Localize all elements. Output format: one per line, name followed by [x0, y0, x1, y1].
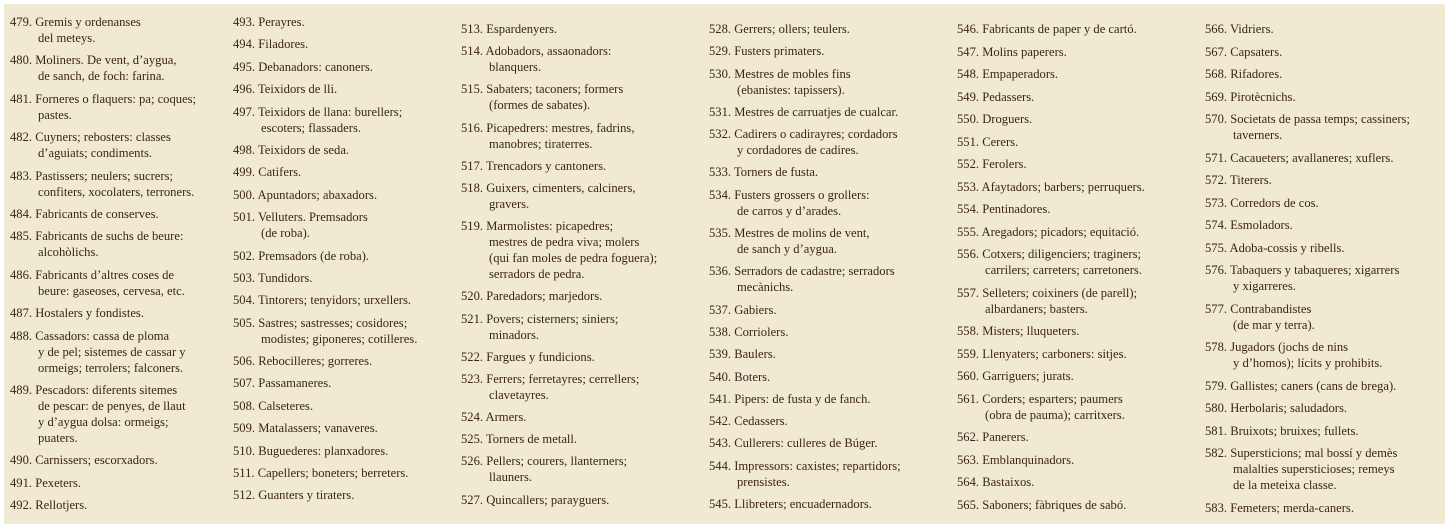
list-item: 557. Selleters; coixiners (de parell); albardaners; basters. — [957, 285, 1138, 316]
list-item: 579. Gallistes; caners (cans de brega). — [1205, 378, 1397, 393]
list-item: 528. Gerrers; ollers; teulers. — [709, 22, 850, 36]
list-item: 530. Mestres de mobles fins (ebanistes: tapissers). — [709, 66, 851, 97]
list-item: 541. Pipers: de fusta y de fanch. — [709, 391, 871, 406]
list-item: 534. Fusters grossers o grollers: de carros y d’arades. — [709, 187, 870, 218]
list-item: 544. Impressors: caxistes; repartidors; prensistes. — [709, 458, 901, 489]
list-item: 543. Cullerers: culleres de Búger. — [709, 436, 878, 451]
list-item: 538. Corriolers. — [709, 324, 789, 339]
column-2 — [233, 4, 458, 524]
list-item: 485. Fabricants de suchs de beure: alcohòlichs. — [10, 229, 184, 260]
list-item: 564. Bastaixos. — [957, 475, 1035, 489]
list-item: 516. Picapedrers: mestres, fadrins, manobres; tiraterres. — [461, 120, 635, 151]
column-1 — [10, 4, 232, 524]
column-4 — [709, 4, 954, 524]
list-item: 499. Catifers. — [233, 165, 302, 180]
list-item: 506. Rebocilleres; gorreres. — [233, 354, 373, 369]
list-item: 561. Corders; esparters; paumers (obra de pauma); carritxers. — [957, 391, 1125, 422]
list-item: 517. Trencadors y cantoners. — [461, 158, 607, 173]
list-item: 556. Cotxers; diligenciers; traginers; carrilers; carreters; carretoners. — [957, 247, 1142, 277]
list-item: 490. Carnissers; escorxadors. — [10, 453, 158, 468]
list-item: 497. Teixidors de llana: burellers; escoters; flassaders. — [233, 104, 403, 135]
list-item: 580. Herbolaris; saludadors. — [1205, 401, 1347, 415]
list-item: 540. Boters. — [709, 369, 771, 384]
list-item: 542. Cedassers. — [709, 414, 788, 429]
list-item: 533. Torners de fusta. — [709, 165, 819, 180]
list-item: 550. Droguers. — [957, 112, 1033, 126]
list-item: 532. Cadirers o cadirayres; cordadors y cordadores de cadires. — [709, 127, 898, 158]
list-item: 547. Molins paperers. — [957, 44, 1067, 59]
list-item: 518. Guixers, cimenters, calciners, gravers. — [461, 180, 636, 211]
list-item: 479. Gremis y ordenanses del meteys. — [10, 15, 141, 45]
column-5 — [957, 4, 1202, 524]
list-item: 521. Povers; cisterners; siniers; minadors. — [461, 311, 619, 342]
list-item: 498. Teixidors de seda. — [233, 142, 350, 157]
list-item: 574. Esmoladors. — [1205, 218, 1293, 232]
column-3 — [461, 4, 701, 524]
list-item: 520. Paredadors; marjedors. — [461, 289, 603, 304]
list-item: 484. Fabricants de conserves. — [10, 206, 159, 221]
list-item: 510. Buguederes: planxadores. — [233, 443, 389, 458]
list-item: 505. Sastres; sastresses; cosidores; modistes; giponeres; cotilleres. — [233, 315, 418, 346]
list-item: 553. Afaytadors; barbers; perruquers. — [957, 179, 1145, 194]
list-item: 582. Supersticions; mal bossí y demès malalties supersticioses; remeys de la meteixa classe. — [1205, 446, 1398, 492]
column-6 — [1205, 4, 1445, 524]
list-item: 524. Armers. — [461, 410, 527, 425]
list-item: 568. Rifadores. — [1205, 67, 1283, 81]
list-item: 548. Empaperadors. — [957, 67, 1059, 81]
list-item: 487. Hostalers y fondistes. — [10, 306, 144, 321]
list-item: 581. Bruixots; bruixes; fullets. — [1205, 423, 1359, 438]
list-item: 558. Misters; lluqueters. — [957, 324, 1080, 338]
list-item: 554. Pentinadores. — [957, 202, 1051, 216]
list-item: 531. Mestres de carruatjes de cualcar. — [709, 104, 899, 119]
list-item: 500. Apuntadors; abaxadors. — [233, 187, 378, 202]
document-page — [4, 4, 1445, 524]
list-item: 578. Jugadors (jochs de nins y d’homos); lícits y prohibits. — [1205, 340, 1383, 370]
list-item: 488. Cassadors: cassa de ploma y de pel; sistemes de cassar y ormeigs; terrolers; falconers. — [10, 328, 186, 375]
list-item: 522. Fargues y fundicions. — [461, 349, 595, 364]
list-item: 567. Capsaters. — [1205, 44, 1283, 59]
list-item: 509. Matalassers; vanaveres. — [233, 421, 378, 436]
list-item: 551. Cerers. — [957, 134, 1019, 149]
list-item: 570. Societats de passa temps; cassiners; taverners. — [1205, 112, 1410, 142]
list-item: 481. Forneres o flaquers: pa; coques; pastes. — [10, 91, 197, 122]
list-item: 496. Teixidors de lli. — [233, 82, 338, 97]
list-item: 504. Tintorers; tenyidors; urxellers. — [233, 293, 412, 308]
list-item: 575. Adoba-cossis y ribells. — [1205, 240, 1345, 255]
list-item: 482. Cuyners; rebosters: classes d’aguiats; condiments. — [10, 130, 171, 161]
list-item: 526. Pellers; courers, llanterners; llauners. — [461, 454, 628, 485]
list-item: 537. Gabiers. — [709, 302, 777, 317]
list-item: 583. Femeters; merda-caners. — [1205, 500, 1354, 515]
list-item: 559. Llenyaters; carboners: sitjes. — [957, 346, 1127, 361]
list-item: 576. Tabaquers y tabaqueres; xigarrers y xigarreres. — [1205, 263, 1400, 293]
list-item: 563. Emblanquinadors. — [957, 452, 1075, 467]
list-item: 539. Baulers. — [709, 347, 776, 362]
list-item: 519. Marmolistes: picapedres; mestres de pedra viva; molers (qui fan moles de pedra foguera); serradors de pedra. — [461, 219, 658, 282]
list-item: 573. Corredors de cos. — [1205, 195, 1319, 210]
list-item: 508. Calseteres. — [233, 398, 314, 413]
list-item: 480. Moliners. De vent, d’aygua, de sanch, de foch: farina. — [10, 53, 177, 84]
list-item: 492. Rellotjers. — [10, 498, 88, 513]
list-item: 555. Aregadors; picadors; equitació. — [957, 224, 1140, 239]
list-item: 536. Serradors de cadastre; serradors mecànichs. — [709, 264, 895, 295]
list-item: 513. Espardenyers. — [461, 22, 558, 36]
list-item: 486. Fabricants d’altres coses de beure: gaseoses, cervesa, etc. — [10, 267, 185, 298]
list-item: 495. Debanadors: canoners. — [233, 59, 373, 74]
list-item: 565. Saboners; fàbriques de sabó. — [957, 497, 1127, 512]
list-item: 560. Garriguers; jurats. — [957, 369, 1074, 383]
list-item: 491. Pexeters. — [10, 475, 81, 490]
list-item: 515. Sabaters; taconers; formers (formes de sabates). — [461, 82, 624, 113]
list-item: 566. Vidriers. — [1205, 22, 1274, 36]
list-item: 549. Pedassers. — [957, 89, 1035, 104]
list-item: 552. Ferolers. — [957, 157, 1027, 171]
list-item: 535. Mestres de molins de vent, de sanch y d’aygua. — [709, 226, 870, 257]
list-item: 502. Premsadors (de roba). — [233, 248, 370, 263]
list-item: 577. Contrabandistes (de mar y terra). — [1205, 301, 1315, 332]
list-item: 523. Ferrers; ferretayres; cerrellers; clavetayres. — [461, 371, 640, 402]
list-item: 525. Torners de metall. — [461, 432, 578, 447]
list-item: 529. Fusters primaters. — [709, 44, 825, 59]
list-item: 483. Pastissers; neulers; sucrers; confiters, xocolaters, terroners. — [10, 168, 195, 199]
list-item: 493. Perayres. — [233, 15, 305, 29]
list-item: 571. Cacaueters; avallaneres; xuflers. — [1205, 150, 1394, 165]
list-item: 527. Quincallers; parayguers. — [461, 492, 610, 507]
list-item: 562. Panerers. — [957, 430, 1029, 444]
list-item: 545. Llibreters; encuadernadors. — [709, 497, 872, 512]
list-item: 572. Titerers. — [1205, 173, 1272, 187]
list-item: 512. Guanters y tiraters. — [233, 488, 355, 503]
list-item: 494. Filadores. — [233, 37, 309, 52]
list-item: 514. Adobadors, assaonadors: blanquers. — [461, 44, 612, 75]
list-item: 503. Tundidors. — [233, 270, 313, 285]
list-item: 569. Pirotècnichs. — [1205, 89, 1296, 104]
list-item: 507. Passamaneres. — [233, 376, 332, 391]
list-item: 511. Capellers; boneters; berreters. — [233, 466, 409, 481]
list-item: 489. Pescadors: diferents sitemes de pescar: de penyes, de llaut y d’aygua dolsa: ormeigs; puaters. — [10, 382, 186, 445]
list-item: 546. Fabricants de paper y de cartó. — [957, 22, 1137, 36]
list-item: 501. Velluters. Premsadors (de roba). — [233, 210, 368, 241]
